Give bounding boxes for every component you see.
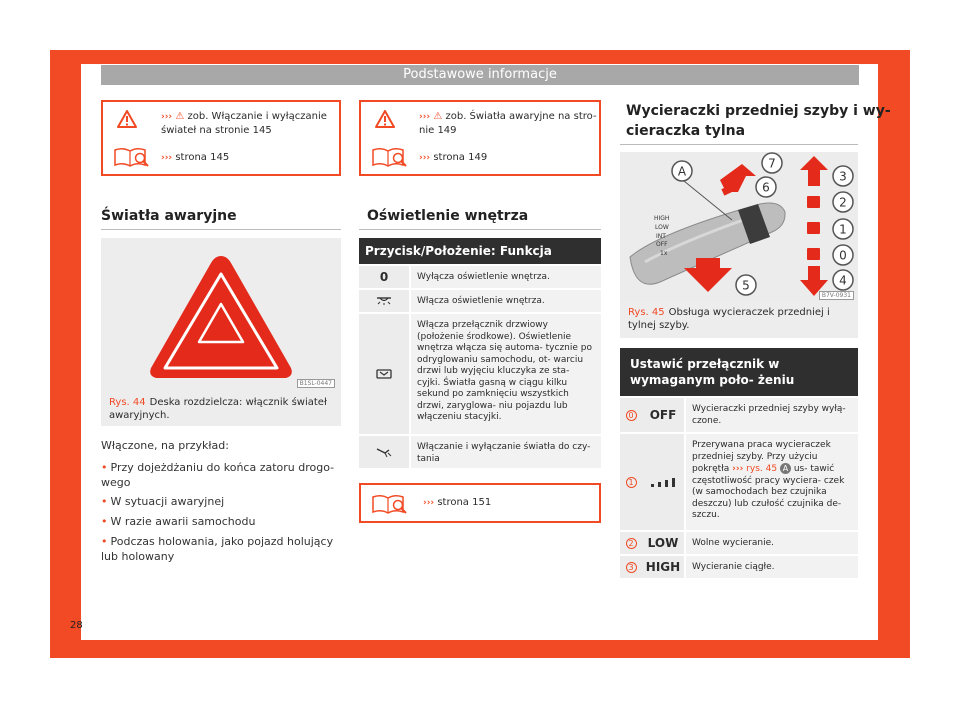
stalk-label-int: INT	[656, 233, 666, 240]
figure-caption: Rys. 44 Deska rozdzielcza: włącznik świateł awaryjnych.	[101, 392, 341, 426]
callout-1: 1	[839, 222, 847, 237]
intermittent-icon	[642, 434, 684, 530]
warning-reference-box	[101, 100, 341, 176]
figure-link[interactable]: rys. 45	[746, 464, 778, 474]
warning-reference-box	[359, 100, 601, 176]
callout-0: 0	[839, 248, 847, 263]
table-cell: Wyłącza oświetlenie wnętrza.	[409, 266, 601, 288]
warning-reference-text[interactable]: ››› ⚠ zob. Włączanie i wyłączanie świateł na stronie 145	[161, 111, 327, 136]
page-reference-box	[359, 483, 601, 523]
list-item: • Przy dojeżdżaniu do końca zatoru drogo-	[101, 461, 335, 474]
lamp-icon	[359, 290, 409, 312]
list-item: • W sytuacji awaryjnej	[101, 495, 225, 508]
interior-light-table	[359, 238, 601, 468]
book-icon	[371, 146, 407, 168]
table-cell: Włącza oświetlenie wnętrza.	[409, 290, 601, 312]
section-divider	[359, 229, 601, 230]
table-row	[620, 530, 858, 554]
table-row	[359, 434, 601, 468]
page-reference-text[interactable]: ››› strona 149	[419, 152, 488, 163]
callout-3: 3	[839, 169, 847, 184]
section-title-hazard-lights: Światła awaryjne	[101, 208, 237, 224]
callout-7: 7	[768, 156, 776, 171]
stalk-label-high: HIGH	[654, 215, 670, 222]
callout-2: 2	[839, 195, 847, 210]
stalk-label-low: LOW	[655, 224, 669, 231]
page-reference-text[interactable]: ››› strona 145	[161, 152, 230, 163]
position-number: 0	[620, 398, 642, 432]
page-reference-text[interactable]: ››› strona 151	[423, 497, 492, 508]
table-cell: Przerywana praca wycieraczek przedniej szyby. Przy użyciu pokrętła ››› rys. 45 A us- tawić częstotliwość pracy wyciera- czek (w samochodach bez czujnika deszczu) lub czułość czujnika de- szczu.	[684, 434, 858, 530]
stalk-label-off: OFF	[656, 241, 668, 248]
table-header: Przycisk/Położenie: Funkcja	[359, 238, 601, 264]
position-number: 3	[620, 556, 642, 578]
high-label: HIGH	[645, 560, 681, 574]
section-title-wipers: Wycieraczki przedniej szyby i wy- cieraczka tylna	[626, 103, 891, 139]
stalk-label-1x: 1x	[660, 250, 668, 257]
warning-reference-text[interactable]: ››› ⚠ zob. Światła awaryjne na stro- nie 149	[419, 111, 597, 136]
table-cell: Włączanie i wyłączanie światła do czy- tania	[409, 436, 601, 468]
figure-code: B1SL-0447	[297, 379, 335, 388]
callout-a: A	[677, 164, 687, 179]
table-cell: Wycieraczki przedniej szyby wyłą- czone.	[684, 398, 858, 432]
list-item: • Podczas holowania, jako pojazd holujący	[101, 535, 334, 548]
callout-5: 5	[742, 278, 750, 293]
table-header: Ustawić przełącznik w wymaganym poło- żeniu	[620, 348, 858, 396]
book-icon	[113, 146, 149, 168]
figure-code: B7V-0931	[819, 291, 854, 300]
table-row	[359, 312, 601, 434]
page-number: 28	[70, 620, 83, 631]
reading-lamp-icon	[359, 436, 409, 468]
book-icon	[371, 493, 407, 515]
figure-hazard-switch	[101, 238, 341, 392]
table-row	[620, 396, 858, 432]
warning-icon	[375, 110, 395, 128]
low-label: LOW	[647, 536, 679, 550]
wiper-stalk-illustration	[620, 152, 858, 302]
table-row	[620, 432, 858, 530]
position-number: 2	[620, 532, 642, 554]
intro-text: Włączone, na przykład:	[101, 439, 229, 452]
position-number: 1	[620, 434, 642, 530]
door-lamp-icon	[359, 314, 409, 434]
warning-icon	[117, 110, 137, 128]
section-divider	[101, 229, 341, 230]
table-cell: Wycieranie ciągłe.	[684, 556, 858, 578]
list-item-continuation: lub holowany	[101, 550, 175, 563]
list-item: • W razie awarii samochodu	[101, 515, 256, 528]
section-divider	[620, 144, 858, 145]
wiper-table	[620, 348, 858, 578]
off-label: OFF	[649, 408, 677, 422]
callout-4: 4	[839, 273, 847, 288]
figure-caption: Rys. 45 Obsługa wycieraczek przedniej i tylnej szyby.	[620, 302, 858, 338]
table-row	[620, 554, 858, 578]
list-item-continuation: wego	[101, 476, 131, 489]
section-title-interior-light: Oświetlenie wnętrza	[367, 208, 529, 224]
callout-6: 6	[762, 180, 770, 195]
running-header: Podstawowe informacje	[101, 65, 859, 85]
table-row	[359, 264, 601, 288]
figure-wiper-stalk	[620, 152, 858, 302]
table-cell: Wolne wycieranie.	[684, 532, 858, 554]
table-cell: Włącza przełącznik drzwiowy (położenie środkowe). Oświetlenie wnętrza włącza się automa- tycznie po odryglowaniu samochodu, ot- warciu drzwi lub wyjęciu kluczyka ze sta- cyjki. Światła gasną w ciągu kilku sekund po zamknięciu wszystkich drzwi, zaryglowa- niu pojazdu lub włączeniu stacyjki.	[409, 314, 601, 434]
off-position-icon: 0	[379, 270, 389, 284]
hazard-switch-illustration	[101, 238, 341, 392]
table-row	[359, 288, 601, 312]
